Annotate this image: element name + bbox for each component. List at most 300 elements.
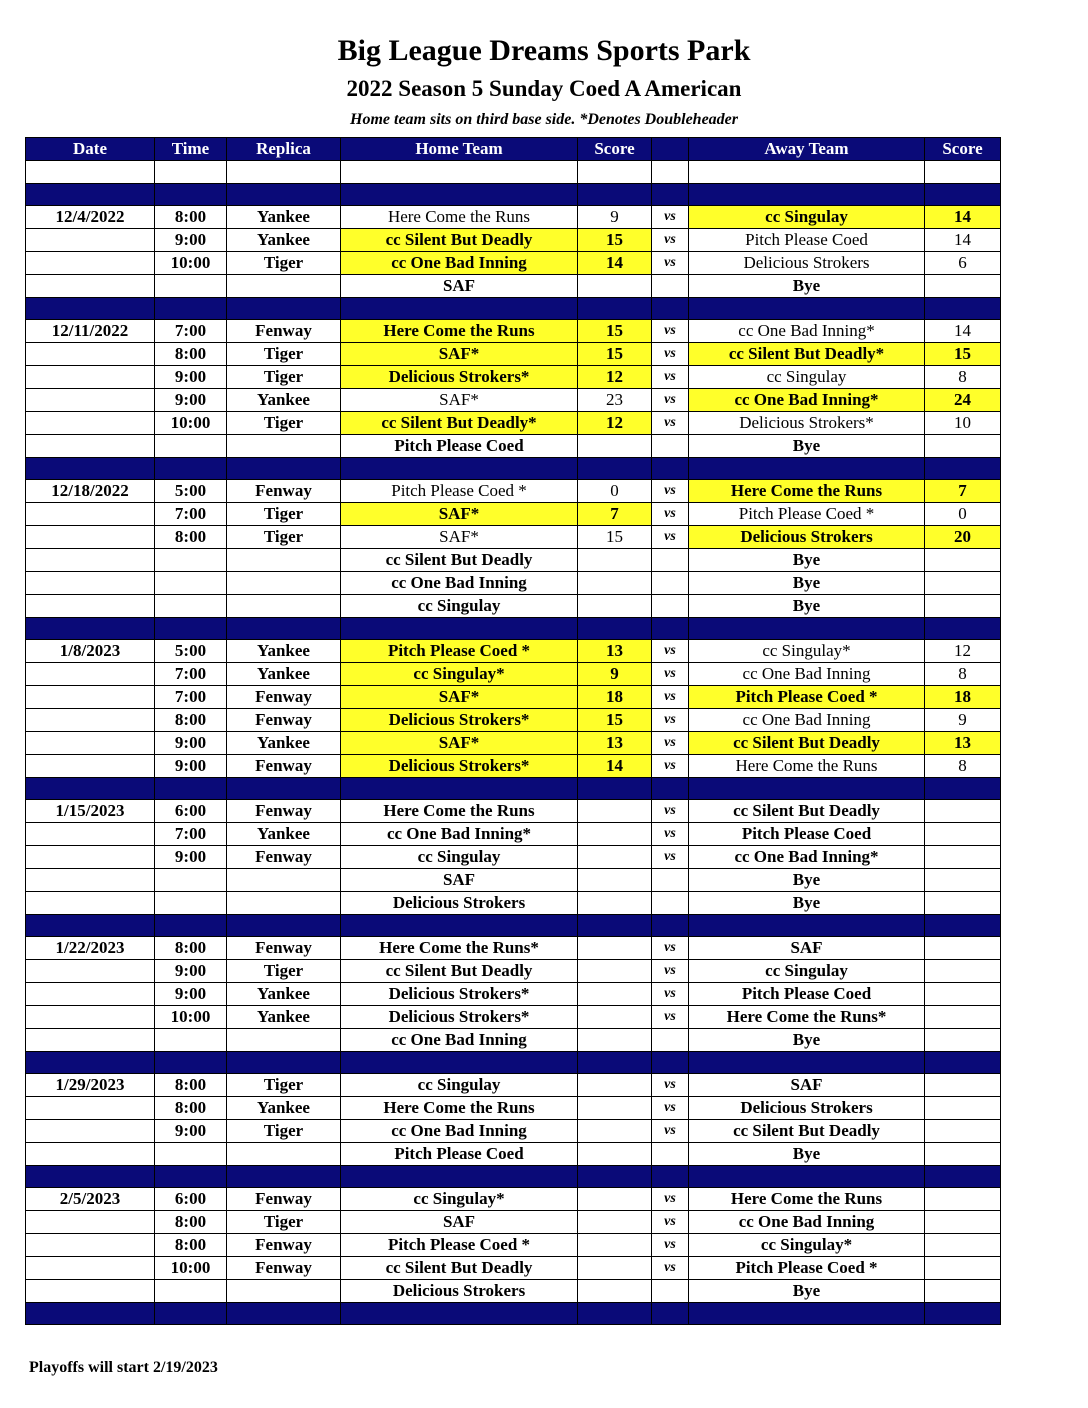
- replica-cell: Tiger: [227, 252, 341, 275]
- home-team-cell: Delicious Strokers: [341, 1280, 578, 1303]
- home-score-cell: [578, 435, 652, 458]
- vs-cell: vs: [652, 1188, 689, 1211]
- game-row: [26, 709, 1001, 732]
- home-team-cell: Delicious Strokers*: [341, 709, 578, 732]
- date-cell: [26, 549, 155, 572]
- away-score-cell: [925, 572, 1001, 595]
- replica-cell: Fenway: [227, 755, 341, 778]
- separator-cell: [925, 184, 1001, 206]
- time-cell: 9:00: [155, 366, 227, 389]
- separator-cell: [689, 778, 925, 800]
- vs-cell: vs: [652, 640, 689, 663]
- away-team-cell: Here Come the Runs: [689, 1188, 925, 1211]
- home-team-cell: SAF*: [341, 732, 578, 755]
- vs-cell: vs: [652, 503, 689, 526]
- replica-cell: Yankee: [227, 206, 341, 229]
- replica-cell: Yankee: [227, 229, 341, 252]
- date-cell: [26, 389, 155, 412]
- time-cell: 8:00: [155, 937, 227, 960]
- away-score-cell: [925, 800, 1001, 823]
- away-team-cell: Bye: [689, 549, 925, 572]
- separator-cell: [652, 1166, 689, 1188]
- separator-cell: [155, 1166, 227, 1188]
- home-team-cell: Delicious Strokers*: [341, 755, 578, 778]
- date-cell: 1/22/2023: [26, 937, 155, 960]
- away-team-cell: cc Singulay*: [689, 640, 925, 663]
- away-score-cell: [925, 1234, 1001, 1257]
- separator-cell: [155, 1052, 227, 1074]
- away-score-cell: [925, 1257, 1001, 1280]
- schedule-note: Home team sits on third base side. *Denotes Doubleheader: [350, 111, 738, 128]
- away-score-cell: [925, 1120, 1001, 1143]
- vs-cell: vs: [652, 389, 689, 412]
- vs-cell: [652, 1280, 689, 1303]
- separator-cell: [227, 458, 341, 480]
- vs-cell: [652, 595, 689, 618]
- bye-row: [26, 892, 1001, 915]
- week-separator-row: [26, 915, 1001, 937]
- away-score-cell: 8: [925, 366, 1001, 389]
- date-cell: [26, 595, 155, 618]
- home-team-cell: cc Silent But Deadly: [341, 549, 578, 572]
- away-score-cell: 8: [925, 663, 1001, 686]
- game-row: [26, 1234, 1001, 1257]
- bye-row: [26, 1143, 1001, 1166]
- game-row: [26, 960, 1001, 983]
- away-score-cell: [925, 435, 1001, 458]
- vs-cell: vs: [652, 252, 689, 275]
- bye-row: [26, 595, 1001, 618]
- home-team-cell: cc One Bad Inning: [341, 572, 578, 595]
- date-cell: [26, 1143, 155, 1166]
- away-score-cell: 15: [925, 343, 1001, 366]
- game-row: [26, 389, 1001, 412]
- separator-cell: [341, 915, 578, 937]
- home-team-cell: Pitch Please Coed *: [341, 1234, 578, 1257]
- table-header-row: [26, 138, 1001, 161]
- bye-row: [26, 549, 1001, 572]
- time-cell: 8:00: [155, 1211, 227, 1234]
- date-cell: [26, 686, 155, 709]
- home-team-cell: Here Come the Runs: [341, 1097, 578, 1120]
- replica-cell: Fenway: [227, 320, 341, 343]
- home-score-cell: 15: [578, 320, 652, 343]
- time-cell: 5:00: [155, 640, 227, 663]
- home-team-cell: Delicious Strokers*: [341, 983, 578, 1006]
- separator-cell: [689, 1166, 925, 1188]
- vs-cell: vs: [652, 320, 689, 343]
- away-team-cell: Pitch Please Coed: [689, 229, 925, 252]
- replica-cell: Fenway: [227, 1257, 341, 1280]
- time-cell: 8:00: [155, 206, 227, 229]
- date-cell: [26, 1006, 155, 1029]
- game-row: [26, 663, 1001, 686]
- game-row: [26, 1188, 1001, 1211]
- game-row: [26, 343, 1001, 366]
- away-score-cell: 8: [925, 755, 1001, 778]
- away-score-cell: [925, 1074, 1001, 1097]
- game-row: [26, 1257, 1001, 1280]
- home-team-cell: cc Singulay: [341, 846, 578, 869]
- replica-cell: Tiger: [227, 1074, 341, 1097]
- time-cell: 5:00: [155, 480, 227, 503]
- bye-row: [26, 275, 1001, 298]
- replica-cell: Fenway: [227, 800, 341, 823]
- separator-cell: [155, 458, 227, 480]
- time-cell: 8:00: [155, 526, 227, 549]
- vs-cell: vs: [652, 526, 689, 549]
- game-row: [26, 823, 1001, 846]
- vs-cell: vs: [652, 846, 689, 869]
- time-cell: [155, 435, 227, 458]
- time-cell: [155, 1029, 227, 1052]
- time-cell: 7:00: [155, 320, 227, 343]
- time-cell: [155, 572, 227, 595]
- away-score-cell: [925, 275, 1001, 298]
- vs-cell: vs: [652, 686, 689, 709]
- vs-cell: [652, 869, 689, 892]
- vs-cell: [652, 1143, 689, 1166]
- schedule-table: [25, 137, 1001, 1325]
- away-team-cell: Bye: [689, 869, 925, 892]
- away-team-cell: cc Silent But Deadly: [689, 1120, 925, 1143]
- game-row: [26, 1006, 1001, 1029]
- header-away-team: Away Team: [689, 138, 925, 161]
- home-score-cell: [578, 823, 652, 846]
- separator-cell: [26, 618, 155, 640]
- separator-cell: [341, 1166, 578, 1188]
- game-row: [26, 800, 1001, 823]
- game-row: [26, 412, 1001, 435]
- home-score-cell: [578, 549, 652, 572]
- date-cell: [26, 229, 155, 252]
- home-team-cell: SAF*: [341, 389, 578, 412]
- replica-cell: Fenway: [227, 937, 341, 960]
- away-team-cell: cc One Bad Inning*: [689, 320, 925, 343]
- time-cell: 10:00: [155, 1006, 227, 1029]
- vs-cell: vs: [652, 663, 689, 686]
- separator-cell: [26, 1303, 155, 1325]
- separator-cell: [227, 1052, 341, 1074]
- home-team-cell: cc Singulay*: [341, 1188, 578, 1211]
- separator-cell: [341, 1303, 578, 1325]
- replica-cell: Tiger: [227, 412, 341, 435]
- replica-cell: Yankee: [227, 823, 341, 846]
- time-cell: 9:00: [155, 732, 227, 755]
- away-team-cell: Delicious Strokers: [689, 252, 925, 275]
- replica-cell: [227, 595, 341, 618]
- away-team-cell: cc Singulay: [689, 960, 925, 983]
- away-score-cell: 13: [925, 732, 1001, 755]
- home-score-cell: [578, 275, 652, 298]
- home-score-cell: [578, 983, 652, 1006]
- time-cell: 6:00: [155, 800, 227, 823]
- home-team-cell: SAF*: [341, 686, 578, 709]
- away-team-cell: SAF: [689, 937, 925, 960]
- vs-cell: vs: [652, 1097, 689, 1120]
- date-cell: [26, 709, 155, 732]
- separator-cell: [925, 1303, 1001, 1325]
- date-cell: [26, 343, 155, 366]
- separator-cell: [925, 458, 1001, 480]
- away-score-cell: 24: [925, 389, 1001, 412]
- away-score-cell: [925, 823, 1001, 846]
- away-team-cell: cc One Bad Inning*: [689, 846, 925, 869]
- vs-cell: vs: [652, 1006, 689, 1029]
- header-replica: Replica: [227, 138, 341, 161]
- separator-cell: [925, 1052, 1001, 1074]
- game-row: [26, 1120, 1001, 1143]
- date-cell: 12/4/2022: [26, 206, 155, 229]
- time-cell: 9:00: [155, 229, 227, 252]
- separator-cell: [925, 1166, 1001, 1188]
- separator-cell: [578, 1052, 652, 1074]
- separator-cell: [578, 618, 652, 640]
- away-team-cell: Bye: [689, 435, 925, 458]
- home-score-cell: [578, 1257, 652, 1280]
- away-score-cell: 14: [925, 206, 1001, 229]
- blank-cell: [925, 161, 1001, 184]
- away-score-cell: 12: [925, 640, 1001, 663]
- away-team-cell: Delicious Strokers: [689, 1097, 925, 1120]
- away-team-cell: Delicious Strokers: [689, 526, 925, 549]
- separator-cell: [155, 778, 227, 800]
- home-score-cell: 12: [578, 412, 652, 435]
- vs-cell: [652, 572, 689, 595]
- home-score-cell: 0: [578, 480, 652, 503]
- home-score-cell: 7: [578, 503, 652, 526]
- home-score-cell: 18: [578, 686, 652, 709]
- separator-cell: [652, 1052, 689, 1074]
- separator-cell: [652, 184, 689, 206]
- separator-cell: [689, 618, 925, 640]
- separator-cell: [925, 298, 1001, 320]
- replica-cell: Fenway: [227, 480, 341, 503]
- vs-cell: [652, 275, 689, 298]
- home-team-cell: cc Silent But Deadly: [341, 1257, 578, 1280]
- away-team-cell: Bye: [689, 1280, 925, 1303]
- separator-cell: [341, 778, 578, 800]
- date-cell: [26, 892, 155, 915]
- date-cell: 1/29/2023: [26, 1074, 155, 1097]
- time-cell: [155, 275, 227, 298]
- away-score-cell: 9: [925, 709, 1001, 732]
- bye-row: [26, 435, 1001, 458]
- blank-cell: [227, 161, 341, 184]
- replica-cell: [227, 572, 341, 595]
- date-cell: 12/11/2022: [26, 320, 155, 343]
- time-cell: 9:00: [155, 960, 227, 983]
- home-team-cell: cc One Bad Inning*: [341, 823, 578, 846]
- week-separator-row: [26, 618, 1001, 640]
- vs-cell: vs: [652, 229, 689, 252]
- home-team-cell: cc One Bad Inning: [341, 1120, 578, 1143]
- away-team-cell: cc Singulay*: [689, 1234, 925, 1257]
- separator-cell: [578, 1166, 652, 1188]
- replica-cell: Tiger: [227, 1211, 341, 1234]
- replica-cell: Fenway: [227, 1234, 341, 1257]
- away-team-cell: Pitch Please Coed: [689, 983, 925, 1006]
- vs-cell: vs: [652, 755, 689, 778]
- separator-cell: [26, 458, 155, 480]
- replica-cell: Fenway: [227, 846, 341, 869]
- vs-cell: [652, 892, 689, 915]
- home-score-cell: [578, 1074, 652, 1097]
- separator-cell: [652, 778, 689, 800]
- week-separator-row: [26, 1166, 1001, 1188]
- week-separator-row: [26, 298, 1001, 320]
- time-cell: 8:00: [155, 1234, 227, 1257]
- home-score-cell: 15: [578, 229, 652, 252]
- vs-cell: vs: [652, 800, 689, 823]
- replica-cell: Fenway: [227, 1188, 341, 1211]
- separator-cell: [578, 458, 652, 480]
- separator-cell: [578, 778, 652, 800]
- home-score-cell: [578, 960, 652, 983]
- date-cell: [26, 412, 155, 435]
- home-score-cell: 15: [578, 526, 652, 549]
- replica-cell: Tiger: [227, 366, 341, 389]
- away-team-cell: Bye: [689, 1143, 925, 1166]
- game-row: [26, 640, 1001, 663]
- vs-cell: vs: [652, 412, 689, 435]
- date-cell: [26, 732, 155, 755]
- home-team-cell: Here Come the Runs: [341, 206, 578, 229]
- home-team-cell: Delicious Strokers*: [341, 366, 578, 389]
- away-team-cell: cc Singulay: [689, 366, 925, 389]
- bye-row: [26, 1280, 1001, 1303]
- away-score-cell: [925, 1143, 1001, 1166]
- home-score-cell: [578, 1188, 652, 1211]
- blank-row: [26, 161, 1001, 184]
- away-score-cell: [925, 1097, 1001, 1120]
- separator-cell: [227, 298, 341, 320]
- game-row: [26, 846, 1001, 869]
- home-team-cell: Here Come the Runs: [341, 320, 578, 343]
- separator-cell: [26, 915, 155, 937]
- header-home-team: Home Team: [341, 138, 578, 161]
- home-team-cell: Here Come the Runs: [341, 800, 578, 823]
- game-row: [26, 686, 1001, 709]
- date-cell: [26, 366, 155, 389]
- date-cell: [26, 663, 155, 686]
- time-cell: 9:00: [155, 755, 227, 778]
- away-score-cell: [925, 869, 1001, 892]
- bye-row: [26, 869, 1001, 892]
- game-row: [26, 1097, 1001, 1120]
- vs-cell: vs: [652, 1234, 689, 1257]
- date-cell: [26, 1257, 155, 1280]
- game-row: [26, 252, 1001, 275]
- home-score-cell: [578, 1097, 652, 1120]
- time-cell: 9:00: [155, 846, 227, 869]
- replica-cell: [227, 1280, 341, 1303]
- home-team-cell: SAF: [341, 869, 578, 892]
- time-cell: [155, 1143, 227, 1166]
- replica-cell: Tiger: [227, 503, 341, 526]
- away-score-cell: [925, 595, 1001, 618]
- separator-cell: [925, 778, 1001, 800]
- date-cell: 2/5/2023: [26, 1188, 155, 1211]
- vs-cell: vs: [652, 960, 689, 983]
- separator-cell: [925, 915, 1001, 937]
- home-team-cell: cc Silent But Deadly: [341, 960, 578, 983]
- home-score-cell: [578, 846, 652, 869]
- away-score-cell: 7: [925, 480, 1001, 503]
- replica-cell: Tiger: [227, 1120, 341, 1143]
- blank-cell: [689, 161, 925, 184]
- away-team-cell: Delicious Strokers*: [689, 412, 925, 435]
- replica-cell: Yankee: [227, 663, 341, 686]
- separator-cell: [689, 298, 925, 320]
- date-cell: [26, 1029, 155, 1052]
- replica-cell: Yankee: [227, 983, 341, 1006]
- bye-row: [26, 572, 1001, 595]
- vs-cell: vs: [652, 823, 689, 846]
- time-cell: 7:00: [155, 663, 227, 686]
- away-team-cell: cc One Bad Inning*: [689, 389, 925, 412]
- home-team-cell: Pitch Please Coed *: [341, 480, 578, 503]
- home-team-cell: cc Singulay: [341, 595, 578, 618]
- week-separator-row: [26, 1303, 1001, 1325]
- game-row: [26, 1074, 1001, 1097]
- home-score-cell: [578, 1143, 652, 1166]
- time-cell: 10:00: [155, 1257, 227, 1280]
- separator-cell: [689, 915, 925, 937]
- vs-cell: vs: [652, 1257, 689, 1280]
- time-cell: [155, 1280, 227, 1303]
- separator-cell: [578, 1303, 652, 1325]
- away-score-cell: [925, 1029, 1001, 1052]
- away-team-cell: cc Silent But Deadly: [689, 800, 925, 823]
- separator-cell: [652, 298, 689, 320]
- away-score-cell: [925, 937, 1001, 960]
- home-team-cell: cc One Bad Inning: [341, 252, 578, 275]
- header-away-score: Score: [925, 138, 1001, 161]
- time-cell: 9:00: [155, 1120, 227, 1143]
- bye-row: [26, 1029, 1001, 1052]
- time-cell: 8:00: [155, 343, 227, 366]
- replica-cell: [227, 892, 341, 915]
- separator-cell: [578, 298, 652, 320]
- separator-cell: [652, 458, 689, 480]
- vs-cell: vs: [652, 937, 689, 960]
- away-score-cell: [925, 960, 1001, 983]
- date-cell: [26, 983, 155, 1006]
- away-team-cell: Pitch Please Coed *: [689, 686, 925, 709]
- home-team-cell: Pitch Please Coed: [341, 435, 578, 458]
- date-cell: [26, 1234, 155, 1257]
- away-team-cell: cc Singulay: [689, 206, 925, 229]
- separator-cell: [341, 618, 578, 640]
- separator-cell: [652, 915, 689, 937]
- separator-cell: [227, 915, 341, 937]
- home-score-cell: 14: [578, 252, 652, 275]
- home-team-cell: cc One Bad Inning: [341, 1029, 578, 1052]
- home-score-cell: 15: [578, 709, 652, 732]
- time-cell: 8:00: [155, 1097, 227, 1120]
- replica-cell: Tiger: [227, 960, 341, 983]
- separator-cell: [155, 184, 227, 206]
- replica-cell: [227, 1143, 341, 1166]
- separator-cell: [341, 1052, 578, 1074]
- date-cell: [26, 1120, 155, 1143]
- home-score-cell: [578, 800, 652, 823]
- home-team-cell: cc Singulay: [341, 1074, 578, 1097]
- home-score-cell: [578, 1006, 652, 1029]
- game-row: [26, 1211, 1001, 1234]
- game-row: [26, 983, 1001, 1006]
